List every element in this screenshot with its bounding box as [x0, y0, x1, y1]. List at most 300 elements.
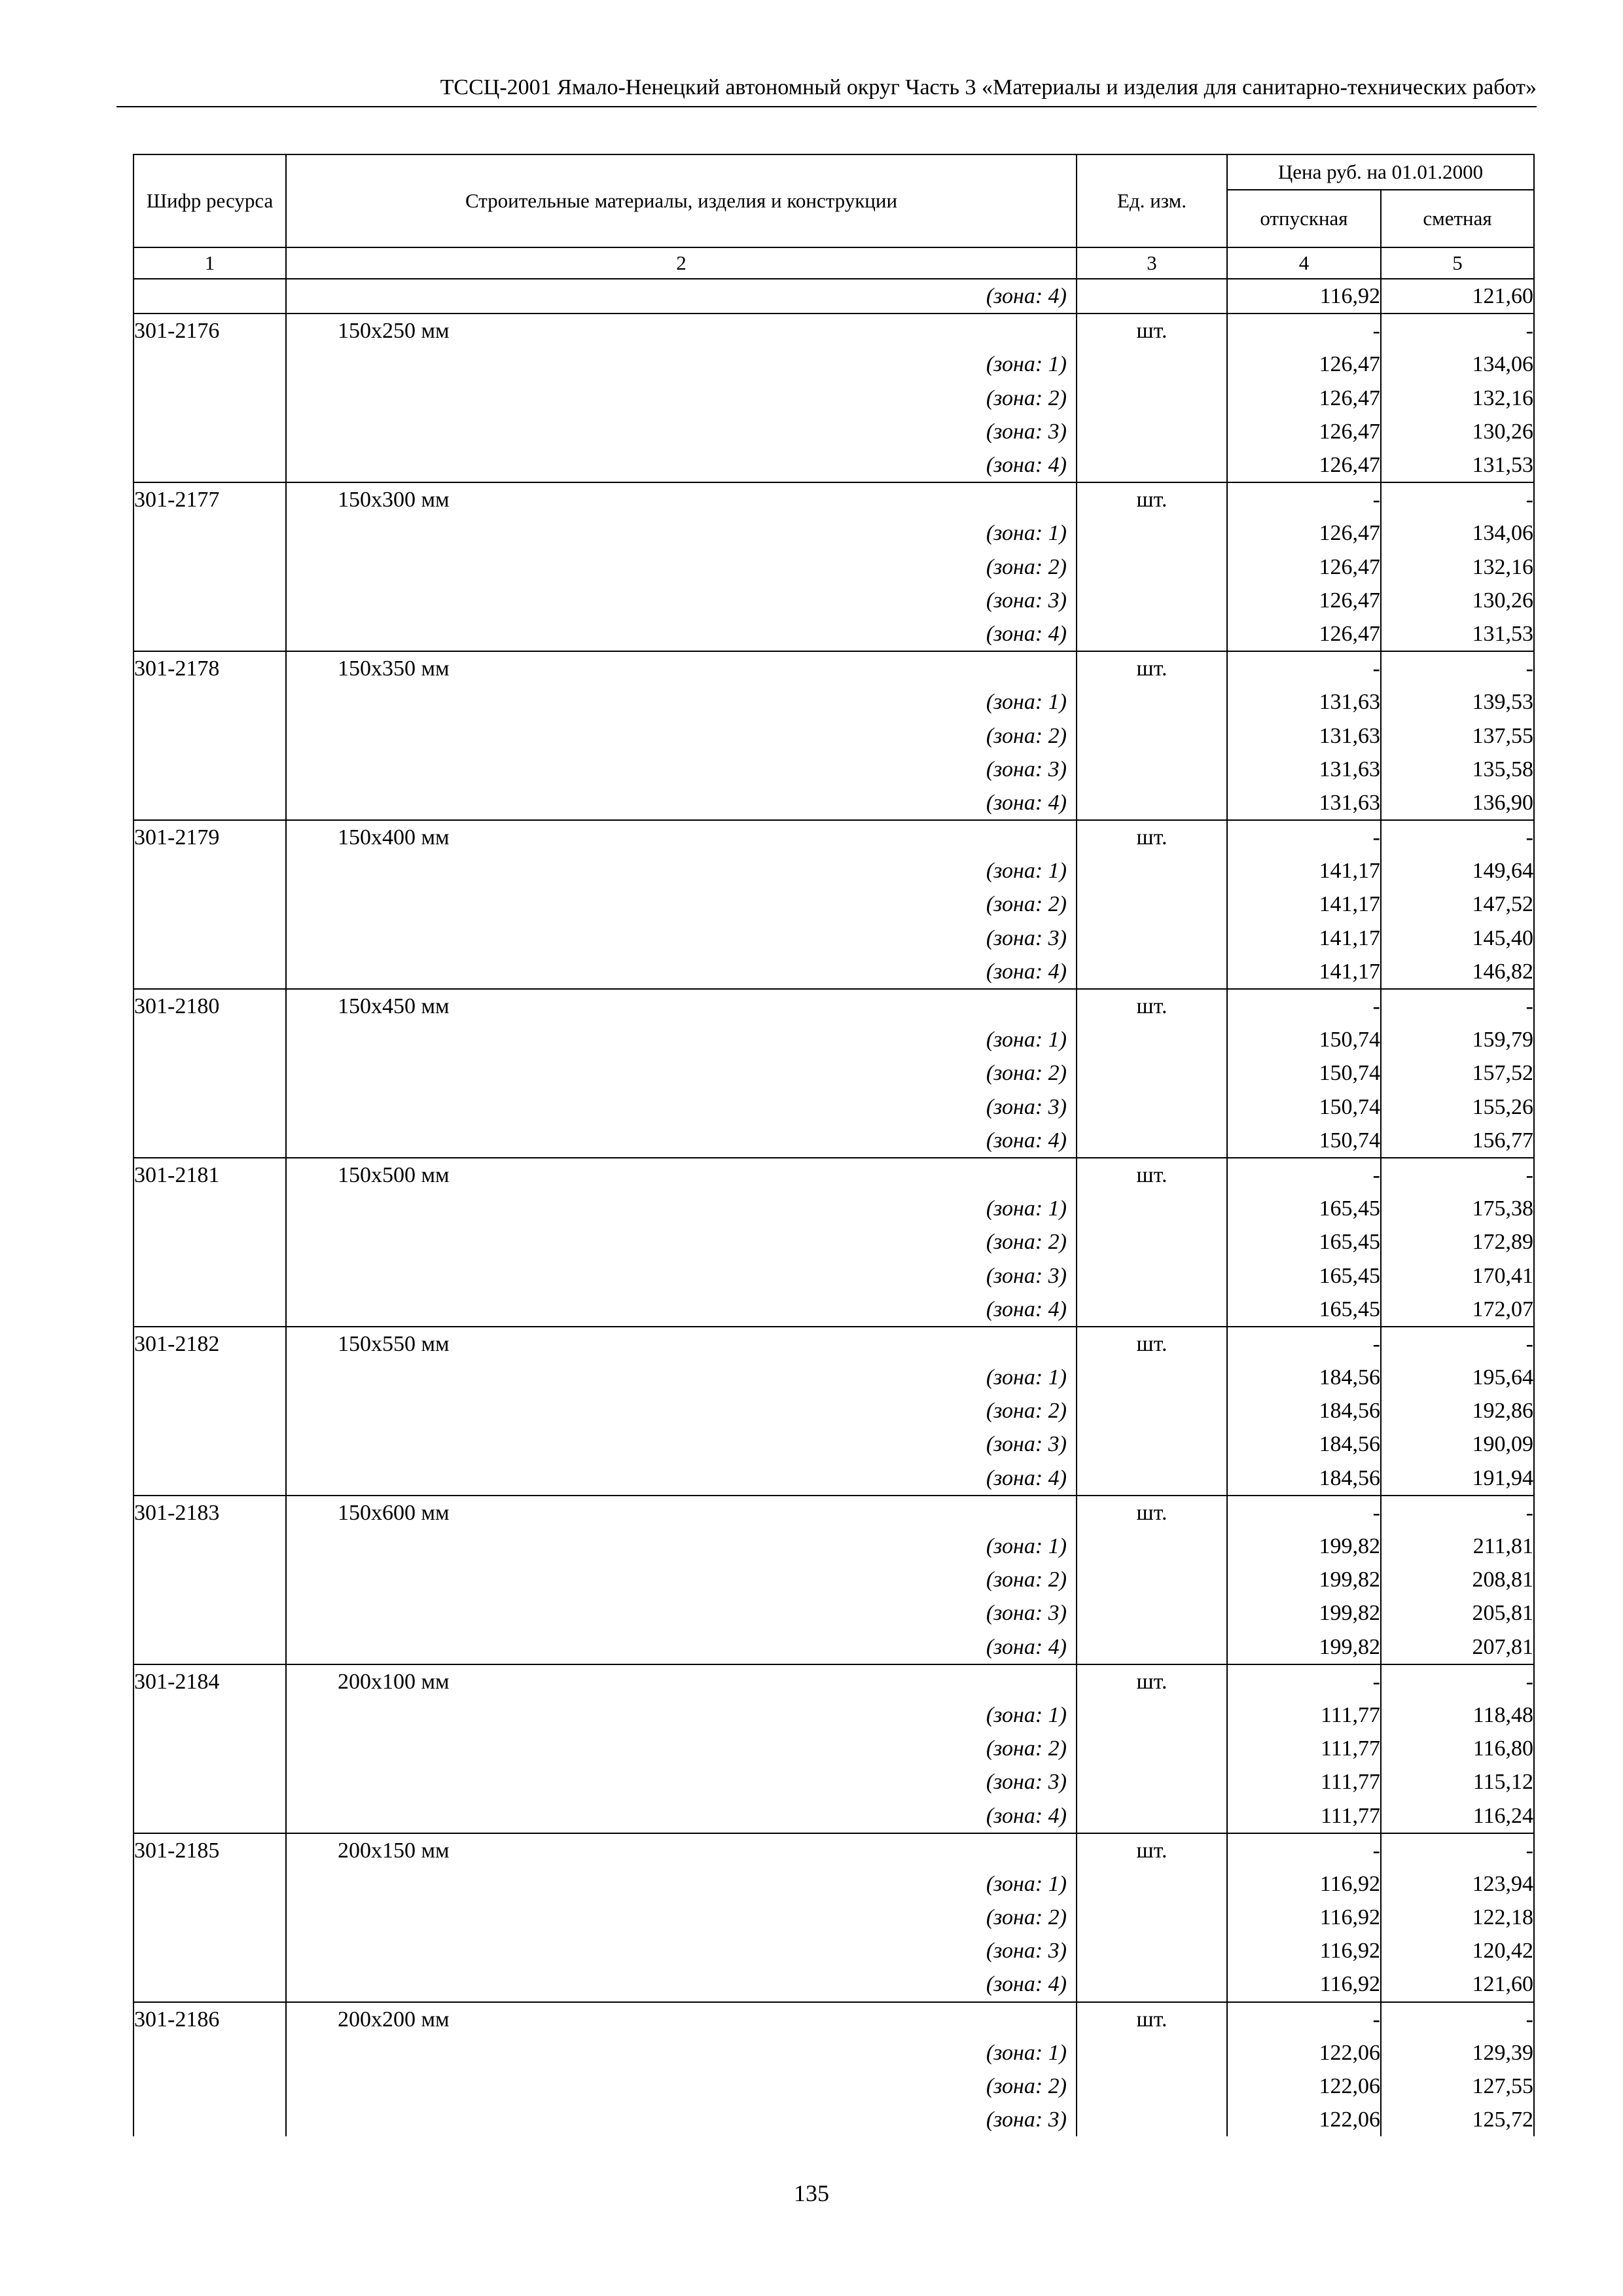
release-price: 199,82 — [1227, 1596, 1381, 1630]
estimate-price: 134,06 — [1381, 516, 1534, 550]
unit-cell — [1077, 448, 1227, 482]
estimate-price: - — [1381, 651, 1534, 685]
release-price: 184,56 — [1227, 1427, 1381, 1461]
resource-name-cell — [286, 1833, 1077, 1867]
estimate-price: 135,58 — [1381, 753, 1534, 786]
resource-code — [134, 448, 286, 482]
release-price: 116,92 — [1227, 1867, 1381, 1901]
zone-label: (зона: 1) — [986, 1365, 1067, 1390]
col-header-unit: Ед. изм. — [1077, 154, 1227, 247]
table-row-zone — [134, 1462, 1534, 1496]
resource-name-cell — [286, 1799, 1077, 1833]
estimate-price: - — [1381, 1327, 1534, 1361]
resource-code: 301-2182 — [134, 1327, 286, 1361]
resource-code — [134, 1225, 286, 1259]
unit-cell: шт. — [1077, 1496, 1227, 1530]
resource-name-cell — [286, 415, 1077, 448]
table-row-zone — [134, 382, 1534, 415]
resource-name-cell — [286, 989, 1077, 1023]
unit-cell — [1077, 955, 1227, 989]
zone-label: (зона: 2) — [986, 1230, 1067, 1255]
resource-code — [134, 955, 286, 989]
estimate-price: 129,39 — [1381, 2036, 1534, 2070]
unit-cell — [1077, 1124, 1227, 1158]
release-price: 116,92 — [1227, 279, 1381, 314]
table-row-item — [134, 482, 1534, 516]
zone-label: (зона: 4) — [986, 959, 1067, 984]
unit-cell — [1077, 1630, 1227, 1664]
resource-code — [134, 2036, 286, 2070]
resource-name-cell — [286, 888, 1077, 921]
resource-name-cell — [286, 1327, 1077, 1361]
resource-name: 150х300 мм — [338, 488, 450, 512]
table-row-zone — [134, 1698, 1534, 1732]
release-price: 126,47 — [1227, 448, 1381, 482]
release-price: 111,77 — [1227, 1732, 1381, 1765]
unit-cell: шт. — [1077, 989, 1227, 1023]
resource-code — [134, 1124, 286, 1158]
table-row-item — [134, 1664, 1534, 1698]
estimate-price: 120,42 — [1381, 1934, 1534, 1967]
estimate-price: 146,82 — [1381, 955, 1534, 989]
unit-cell — [1077, 719, 1227, 752]
resource-name-cell — [286, 1394, 1077, 1427]
release-price: 199,82 — [1227, 1630, 1381, 1664]
unit-cell — [1077, 1901, 1227, 1934]
estimate-price: 116,24 — [1381, 1799, 1534, 1833]
resource-code — [134, 922, 286, 955]
resource-name-cell — [286, 516, 1077, 550]
resource-name-cell — [286, 1630, 1077, 1664]
resource-code — [134, 516, 286, 550]
unit-cell — [1077, 1090, 1227, 1124]
table-row-item — [134, 1158, 1534, 1192]
resource-code: 301-2184 — [134, 1664, 286, 1698]
resource-code — [134, 719, 286, 752]
resource-name-cell — [286, 820, 1077, 854]
estimate-price: 211,81 — [1381, 1530, 1534, 1563]
resource-name-cell — [286, 1056, 1077, 1090]
release-price: 111,77 — [1227, 1698, 1381, 1732]
resource-name: 150х600 мм — [338, 1500, 450, 1525]
resource-code — [134, 1530, 286, 1563]
release-price: 126,47 — [1227, 550, 1381, 584]
table-row-zone — [134, 685, 1534, 719]
release-price: 131,63 — [1227, 786, 1381, 820]
resource-name-cell — [286, 617, 1077, 651]
resource-code — [134, 753, 286, 786]
unit-cell — [1077, 415, 1227, 448]
estimate-price: 118,48 — [1381, 1698, 1534, 1732]
resource-name-cell — [286, 448, 1077, 482]
release-price: - — [1227, 1327, 1381, 1361]
zone-label: (зона: 4) — [986, 1297, 1067, 1321]
resource-name-cell — [286, 1901, 1077, 1934]
col-header-name: Строительные материалы, изделия и конструкции — [286, 154, 1077, 247]
resource-code — [134, 1427, 286, 1461]
release-price: 150,74 — [1227, 1124, 1381, 1158]
resource-code — [134, 617, 286, 651]
resource-name-cell — [286, 651, 1077, 685]
zone-label: (зона: 4) — [986, 1972, 1067, 1997]
unit-cell: шт. — [1077, 1833, 1227, 1867]
estimate-price: 130,26 — [1381, 584, 1534, 617]
unit-cell — [1077, 1530, 1227, 1563]
unit-cell — [1077, 888, 1227, 921]
resource-name-cell — [286, 1765, 1077, 1799]
table-row-zone — [134, 1934, 1534, 1967]
table-row-zone — [134, 448, 1534, 482]
release-price: 126,47 — [1227, 584, 1381, 617]
zone-label: (зона: 1) — [986, 1534, 1067, 1559]
release-price: 165,45 — [1227, 1225, 1381, 1259]
resource-name-cell — [286, 382, 1077, 415]
zone-label: (зона: 4) — [986, 790, 1067, 815]
estimate-price: 130,26 — [1381, 415, 1534, 448]
release-price: - — [1227, 1664, 1381, 1698]
col-header-release: отпускная — [1227, 190, 1381, 247]
resource-name-cell — [286, 1293, 1077, 1327]
unit-cell — [1077, 1023, 1227, 1056]
table-row-zone — [134, 753, 1534, 786]
resource-name-cell — [286, 1192, 1077, 1225]
table-row-zone — [134, 1394, 1534, 1427]
release-price: 141,17 — [1227, 955, 1381, 989]
resource-code: 301-2181 — [134, 1158, 286, 1192]
zone-label: (зона: 2) — [986, 554, 1067, 579]
estimate-price: - — [1381, 1664, 1534, 1698]
estimate-price: 157,52 — [1381, 1056, 1534, 1090]
unit-cell — [1077, 279, 1227, 314]
release-price: - — [1227, 314, 1381, 348]
resource-name-cell — [286, 1596, 1077, 1630]
estimate-price: 131,53 — [1381, 617, 1534, 651]
resource-name: 200х200 мм — [338, 2007, 450, 2032]
unit-cell — [1077, 1732, 1227, 1765]
resource-name-cell — [286, 1259, 1077, 1292]
col-number-4: 4 — [1227, 247, 1381, 279]
release-price: 111,77 — [1227, 1799, 1381, 1833]
unit-cell: шт. — [1077, 2002, 1227, 2036]
table-row-zone — [134, 1967, 1534, 2001]
resource-code — [134, 415, 286, 448]
table-row-zone — [134, 516, 1534, 550]
estimate-price: 205,81 — [1381, 1596, 1534, 1630]
estimate-price: 132,16 — [1381, 550, 1534, 584]
resource-code — [134, 1462, 286, 1496]
resource-name: 200х150 мм — [338, 1838, 450, 1863]
zone-label: (зона: 2) — [986, 1061, 1067, 1086]
release-price: 199,82 — [1227, 1530, 1381, 1563]
table-row-zone — [134, 1867, 1534, 1901]
release-price: 122,06 — [1227, 2103, 1381, 2136]
unit-cell: шт. — [1077, 482, 1227, 516]
resource-name-cell — [286, 550, 1077, 584]
col-number-5: 5 — [1381, 247, 1534, 279]
resource-name: 150х500 мм — [338, 1162, 450, 1187]
release-price: 199,82 — [1227, 1563, 1381, 1596]
zone-label: (зона: 2) — [986, 892, 1067, 917]
unit-cell — [1077, 348, 1227, 381]
zone-label: (зона: 4) — [986, 621, 1067, 646]
resource-name-cell — [286, 1427, 1077, 1461]
resource-code — [134, 1293, 286, 1327]
unit-cell — [1077, 584, 1227, 617]
resource-name-cell — [286, 2002, 1077, 2036]
resource-code — [134, 1023, 286, 1056]
col-header-estimate: сметная — [1381, 190, 1534, 247]
table-row-zone — [134, 854, 1534, 888]
resource-name: 150х450 мм — [338, 994, 450, 1019]
release-price: 116,92 — [1227, 1934, 1381, 1967]
table-row-item — [134, 989, 1534, 1023]
release-price: - — [1227, 2002, 1381, 2036]
resource-name-cell — [286, 955, 1077, 989]
resource-code: 301-2183 — [134, 1496, 286, 1530]
resource-name: 150х350 мм — [338, 656, 450, 681]
table-row-zone — [134, 2070, 1534, 2103]
resource-name-cell — [286, 719, 1077, 752]
resource-code: 301-2176 — [134, 314, 286, 348]
resource-code — [134, 2103, 286, 2136]
resource-code — [134, 1361, 286, 1394]
resource-name-cell — [286, 279, 1077, 314]
table-row-zone — [134, 1225, 1534, 1259]
release-price: 131,63 — [1227, 719, 1381, 752]
zone-label: (зона: 1) — [986, 1196, 1067, 1221]
table-row-zone — [134, 1765, 1534, 1799]
resource-name-cell — [286, 922, 1077, 955]
resource-code — [134, 279, 286, 314]
zone-label: (зона: 2) — [986, 1905, 1067, 1930]
resource-code — [134, 1867, 286, 1901]
release-price: 126,47 — [1227, 348, 1381, 381]
release-price: 116,92 — [1227, 1901, 1381, 1934]
price-table — [133, 154, 1535, 2136]
unit-cell — [1077, 1596, 1227, 1630]
zone-label: (зона: 4) — [986, 1128, 1067, 1153]
resource-code — [134, 1698, 286, 1732]
unit-cell: шт. — [1077, 314, 1227, 348]
table-row-zone — [134, 1799, 1534, 1833]
zone-label: (зона: 3) — [986, 1432, 1067, 1457]
release-price: 184,56 — [1227, 1462, 1381, 1496]
resource-name: 200х100 мм — [338, 1669, 450, 1694]
unit-cell — [1077, 1427, 1227, 1461]
resource-code — [134, 584, 286, 617]
resource-code — [134, 1901, 286, 1934]
resource-name: 150х400 мм — [338, 825, 450, 850]
unit-cell — [1077, 516, 1227, 550]
table-row-zone — [134, 550, 1534, 584]
release-price: 184,56 — [1227, 1394, 1381, 1427]
table-row-zone — [134, 922, 1534, 955]
unit-cell — [1077, 1225, 1227, 1259]
table-row-item — [134, 1496, 1534, 1530]
resource-name-cell — [286, 314, 1077, 348]
release-price: 122,06 — [1227, 2070, 1381, 2103]
zone-label: (зона: 4) — [986, 1465, 1067, 1490]
estimate-price: 115,12 — [1381, 1765, 1534, 1799]
unit-cell — [1077, 854, 1227, 888]
resource-code — [134, 550, 286, 584]
release-price: 165,45 — [1227, 1192, 1381, 1225]
col-header-code: Шифр ресурса — [134, 154, 286, 247]
release-price: 126,47 — [1227, 516, 1381, 550]
resource-code: 301-2186 — [134, 2002, 286, 2036]
resource-code: 301-2179 — [134, 820, 286, 854]
resource-code — [134, 1765, 286, 1799]
release-price: 111,77 — [1227, 1765, 1381, 1799]
unit-cell — [1077, 550, 1227, 584]
resource-name-cell — [286, 1867, 1077, 1901]
unit-cell — [1077, 753, 1227, 786]
resource-code — [134, 1563, 286, 1596]
table-row-zone — [134, 1056, 1534, 1090]
table-row-item — [134, 2002, 1534, 2036]
release-price: 184,56 — [1227, 1361, 1381, 1394]
unit-cell — [1077, 1293, 1227, 1327]
resource-name-cell — [286, 2036, 1077, 2070]
resource-name-cell — [286, 1698, 1077, 1732]
unit-cell — [1077, 2036, 1227, 2070]
release-price: 165,45 — [1227, 1259, 1381, 1292]
estimate-price: - — [1381, 1496, 1534, 1530]
resource-name-cell — [286, 1158, 1077, 1192]
col-header-price: Цена руб. на 01.01.2000 — [1227, 154, 1534, 190]
zone-label: (зона: 2) — [986, 386, 1067, 410]
release-price: 131,63 — [1227, 685, 1381, 719]
unit-cell — [1077, 2103, 1227, 2136]
estimate-price: 172,07 — [1381, 1293, 1534, 1327]
table-row-zone — [134, 1427, 1534, 1461]
estimate-price: 159,79 — [1381, 1023, 1534, 1056]
estimate-price: - — [1381, 1158, 1534, 1192]
estimate-price: - — [1381, 989, 1534, 1023]
table-row-zone — [134, 1090, 1534, 1124]
zone-label: (зона: 3) — [986, 757, 1067, 781]
release-price: 141,17 — [1227, 888, 1381, 921]
resource-name-cell — [286, 1934, 1077, 1967]
zone-label: (зона: 1) — [986, 2040, 1067, 2065]
estimate-price: 134,06 — [1381, 348, 1534, 381]
resource-code — [134, 1630, 286, 1664]
estimate-price: 156,77 — [1381, 1124, 1534, 1158]
estimate-price: 137,55 — [1381, 719, 1534, 752]
zone-label: (зона: 4) — [986, 284, 1067, 309]
resource-code — [134, 685, 286, 719]
table-row-item — [134, 314, 1534, 348]
estimate-price: 127,55 — [1381, 2070, 1534, 2103]
table-row-zone — [134, 1901, 1534, 1934]
unit-cell — [1077, 1799, 1227, 1833]
table-row-zone — [134, 415, 1534, 448]
unit-cell: шт. — [1077, 1327, 1227, 1361]
zone-label: (зона: 3) — [986, 1601, 1067, 1626]
estimate-price: 131,53 — [1381, 448, 1534, 482]
unit-cell — [1077, 1563, 1227, 1596]
table-row-zone — [134, 786, 1534, 820]
zone-label: (зона: 3) — [986, 1263, 1067, 1288]
unit-cell — [1077, 685, 1227, 719]
resource-name-cell — [286, 482, 1077, 516]
zone-label: (зона: 1) — [986, 1702, 1067, 1727]
zone-label: (зона: 2) — [986, 2074, 1067, 2099]
table-row-zone — [134, 1192, 1534, 1225]
unit-cell — [1077, 382, 1227, 415]
unit-cell — [1077, 2070, 1227, 2103]
release-price: 126,47 — [1227, 617, 1381, 651]
zone-label: (зона: 4) — [986, 1634, 1067, 1659]
resource-code — [134, 1732, 286, 1765]
release-price: - — [1227, 1158, 1381, 1192]
resource-name-cell — [286, 1023, 1077, 1056]
release-price: - — [1227, 1496, 1381, 1530]
estimate-price: 149,64 — [1381, 854, 1534, 888]
release-price: 165,45 — [1227, 1293, 1381, 1327]
release-price: - — [1227, 651, 1381, 685]
resource-code — [134, 1192, 286, 1225]
estimate-price: 125,72 — [1381, 2103, 1534, 2136]
table-row-zone — [134, 2103, 1534, 2136]
resource-code — [134, 1596, 286, 1630]
estimate-price: 116,80 — [1381, 1732, 1534, 1765]
table-row-zone — [134, 1361, 1534, 1394]
resource-code — [134, 382, 286, 415]
resource-code: 301-2185 — [134, 1833, 286, 1867]
release-price: 141,17 — [1227, 922, 1381, 955]
table-row-zone — [134, 1732, 1534, 1765]
unit-cell — [1077, 1867, 1227, 1901]
unit-cell — [1077, 922, 1227, 955]
table-row-zone — [134, 348, 1534, 381]
table-row-zone — [134, 1630, 1534, 1664]
zone-label: (зона: 3) — [986, 588, 1067, 613]
resource-name-cell — [286, 1563, 1077, 1596]
resource-code — [134, 348, 286, 381]
resource-code: 301-2180 — [134, 989, 286, 1023]
estimate-price: 207,81 — [1381, 1630, 1534, 1664]
release-price: 126,47 — [1227, 382, 1381, 415]
estimate-price: 195,64 — [1381, 1361, 1534, 1394]
resource-code — [134, 1394, 286, 1427]
estimate-price: 208,81 — [1381, 1563, 1534, 1596]
estimate-price: 123,94 — [1381, 1867, 1534, 1901]
table-row-zone — [134, 1563, 1534, 1596]
estimate-price: - — [1381, 2002, 1534, 2036]
estimate-price: 155,26 — [1381, 1090, 1534, 1124]
release-price: 126,47 — [1227, 415, 1381, 448]
estimate-price: 191,94 — [1381, 1462, 1534, 1496]
unit-cell: шт. — [1077, 651, 1227, 685]
zone-label: (зона: 1) — [986, 690, 1067, 715]
unit-cell — [1077, 1698, 1227, 1732]
unit-cell — [1077, 1765, 1227, 1799]
estimate-price: 170,41 — [1381, 1259, 1534, 1292]
resource-name: 150х250 мм — [338, 319, 450, 344]
zone-label: (зона: 2) — [986, 1399, 1067, 1424]
zone-label: (зона: 1) — [986, 859, 1067, 884]
col-number-2: 2 — [286, 247, 1077, 279]
unit-cell: шт. — [1077, 1664, 1227, 1698]
table-row-item — [134, 1833, 1534, 1867]
table-row-zone — [134, 955, 1534, 989]
resource-name-cell — [286, 1664, 1077, 1698]
resource-code — [134, 1259, 286, 1292]
estimate-price: 192,86 — [1381, 1394, 1534, 1427]
table-row-zone — [134, 1293, 1534, 1327]
resource-name-cell — [286, 1530, 1077, 1563]
